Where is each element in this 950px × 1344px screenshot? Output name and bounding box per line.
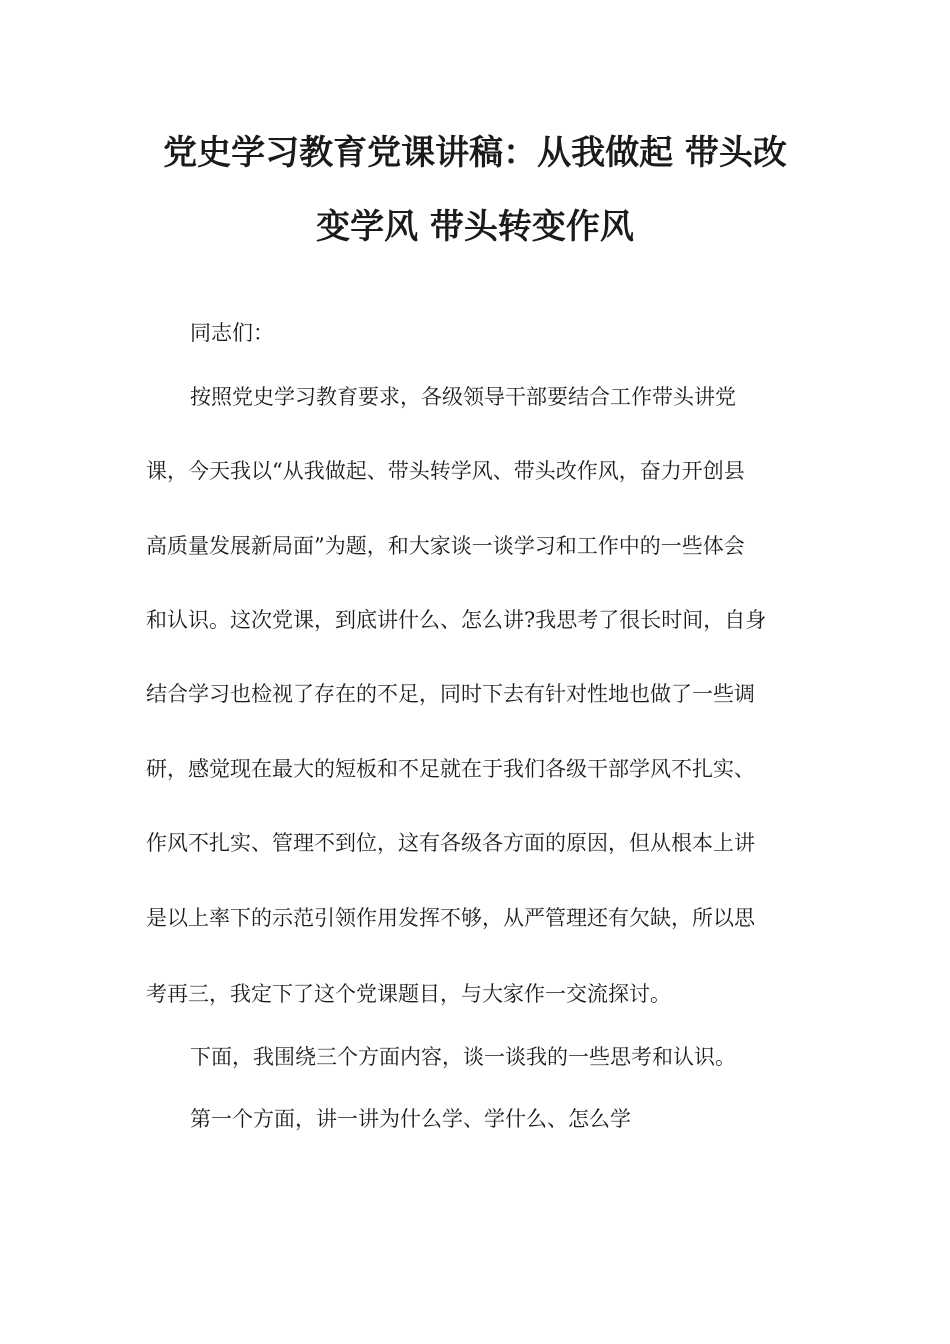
document-title-line-2: 变学风 带头转变作风	[316, 207, 634, 247]
section-1-heading: 第一个方面，讲一讲为什么学、学什么、怎么学	[190, 1107, 631, 1131]
document-title-line-1: 党史学习教育党课讲稿：从我做起 带头改	[163, 133, 787, 173]
paragraph-1-line-6: 研，感觉现在最大的短板和不足就在于我们各级干部学风不扎实、	[146, 757, 755, 781]
paragraph-1-line-9: 考再三，我定下了这个党课题目，与大家作一交流探讨。	[146, 982, 671, 1006]
salutation: 同志们：	[190, 321, 274, 345]
paragraph-1-line-8: 是以上率下的示范引领作用发挥不够，从严管理还有欠缺，所以思	[146, 906, 755, 930]
paragraph-2: 下面，我围绕三个方面内容，谈一谈我的一些思考和认识。	[190, 1045, 736, 1069]
paragraph-1-line-1: 按照党史学习教育要求，各级领导干部要结合工作带头讲党	[190, 385, 736, 409]
paragraph-1-line-3: 高质量发展新局面”为题，和大家谈一谈学习和工作中的一些体会	[146, 534, 745, 558]
paragraph-1-line-2: 课，今天我以“从我做起、带头转学风、带头改作风，奋力开创县	[146, 459, 745, 483]
paragraph-1-line-7: 作风不扎实、管理不到位，这有各级各方面的原因，但从根本上讲	[146, 831, 755, 855]
paragraph-1-line-4: 和认识。这次党课，到底讲什么、怎么讲?我思考了很长时间，自身	[146, 608, 767, 632]
paragraph-1-line-5: 结合学习也检视了存在的不足，同时下去有针对性地也做了一些调	[146, 682, 755, 706]
